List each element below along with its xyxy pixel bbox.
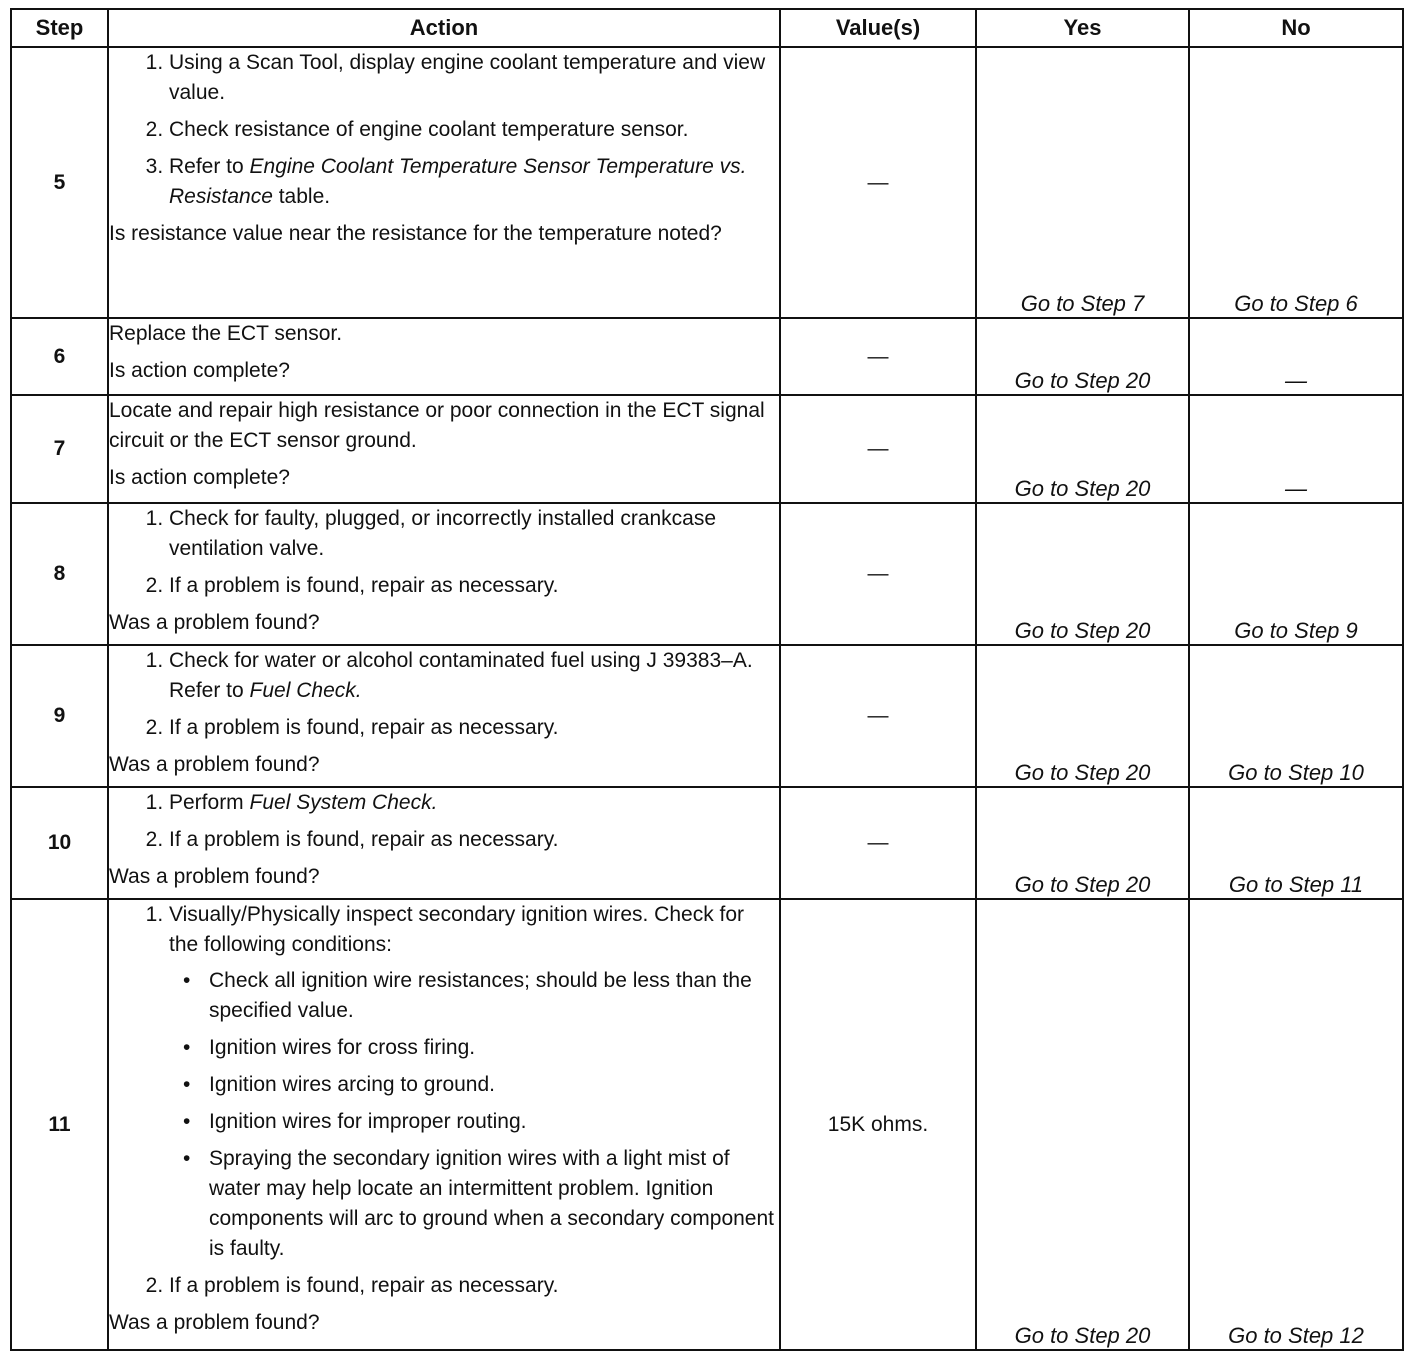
no-cell: Go to Step 6: [1189, 47, 1403, 318]
action-question: Was a problem found?: [109, 865, 320, 888]
header-yes: Yes: [976, 9, 1189, 47]
header-values: Value(s): [780, 9, 976, 47]
yes-cell: Go to Step 7: [976, 47, 1189, 318]
action-question: Is action complete?: [109, 359, 290, 382]
action-text: Perform: [169, 791, 250, 814]
no-cell: —: [1189, 318, 1403, 395]
yes-cell: Go to Step 20: [976, 787, 1189, 899]
action-cell: [108, 395, 780, 503]
action-item: 2. If a problem is found, repair as necessary.: [169, 825, 779, 855]
action-list: [109, 646, 779, 743]
action-item: 2. If a problem is found, repair as necessary.: [169, 713, 779, 743]
no-cell: Go to Step 12: [1189, 899, 1403, 1350]
value-cell: —: [780, 318, 976, 395]
action-item: 2. If a problem is found, repair as necessary.: [169, 571, 779, 601]
reference-title: Fuel System Check.: [249, 791, 438, 814]
action-text: Check for water or alcohol contaminated fuel using J 39383–A. Refer to: [169, 649, 753, 702]
step-number: 7: [11, 395, 108, 503]
action-cell: [108, 47, 780, 318]
list-item: • Check all ignition wire resistances; should be less than the specified value.: [209, 966, 779, 1026]
value-cell: 15K ohms.: [780, 899, 976, 1350]
list-item: • Ignition wires for improper routing.: [209, 1107, 779, 1137]
list-item: • Spraying the secondary ignition wires with a light mist of water may help locate an intermittent problem. Ignition components will arc to ground when a secondary component is faulty.: [209, 1144, 779, 1264]
action-item: [169, 900, 779, 1264]
condition-list: [169, 966, 779, 1264]
yes-cell: Go to Step 20: [976, 395, 1189, 503]
action-item: 1. Check for faulty, plugged, or incorrectly installed crankcase ventilation valve.: [169, 504, 779, 564]
table-row: [11, 47, 1403, 318]
action-question: Was a problem found?: [109, 611, 320, 634]
reference-title: Fuel Check.: [249, 679, 362, 702]
action-text: Visually/Physically inspect secondary ignition wires. Check for the following conditions:: [169, 903, 745, 956]
diagnostic-table: [10, 8, 1404, 1351]
action-list: [109, 48, 779, 212]
yes-cell: Go to Step 20: [976, 899, 1189, 1350]
no-cell: —: [1189, 395, 1403, 503]
value-cell: —: [780, 503, 976, 645]
step-number: 10: [11, 787, 108, 899]
value-cell: —: [780, 395, 976, 503]
table-row: [11, 645, 1403, 787]
action-cell: [108, 503, 780, 645]
step-number: 8: [11, 503, 108, 645]
yes-cell: Go to Step 20: [976, 645, 1189, 787]
step-number: 5: [11, 47, 108, 318]
step-number: 11: [11, 899, 108, 1350]
action-question: Is resistance value near the resistance for the temperature noted?: [109, 222, 722, 245]
table-row: [11, 395, 1403, 503]
action-list: [109, 900, 779, 1301]
list-item: • Ignition wires for cross firing.: [209, 1033, 779, 1063]
table-row: [11, 318, 1403, 395]
reference-title: Engine Coolant Temperature Sensor Temperature vs. Resistance: [169, 155, 747, 208]
action-list: [109, 504, 779, 601]
list-item: • Ignition wires arcing to ground.: [209, 1070, 779, 1100]
value-cell: —: [780, 645, 976, 787]
action-item: [169, 152, 779, 212]
action-list: [109, 788, 779, 855]
action-cell: [108, 318, 780, 395]
action-item: [169, 788, 779, 818]
action-cell: [108, 899, 780, 1350]
value-cell: —: [780, 47, 976, 318]
step-number: 6: [11, 318, 108, 395]
table-row: [11, 787, 1403, 899]
header-no: No: [1189, 9, 1403, 47]
action-cell: [108, 787, 780, 899]
action-item: [169, 646, 779, 706]
action-text: Refer to: [169, 155, 250, 178]
value-cell: —: [780, 787, 976, 899]
table-row: [11, 899, 1403, 1350]
action-text: Replace the ECT sensor.: [109, 322, 343, 345]
yes-cell: Go to Step 20: [976, 503, 1189, 645]
action-item: 1. Using a Scan Tool, display engine coolant temperature and view value.: [169, 48, 779, 108]
action-item: 2. If a problem is found, repair as necessary.: [169, 1271, 779, 1301]
header-step: Step: [11, 9, 108, 47]
action-question: Was a problem found?: [109, 1311, 320, 1334]
no-cell: Go to Step 10: [1189, 645, 1403, 787]
action-item: 2. Check resistance of engine coolant temperature sensor.: [169, 115, 779, 145]
action-text: table.: [272, 185, 331, 208]
step-number: 9: [11, 645, 108, 787]
action-cell: [108, 645, 780, 787]
diagnostic-page: [10, 8, 1402, 1351]
action-question: Is action complete?: [109, 466, 290, 489]
no-cell: Go to Step 11: [1189, 787, 1403, 899]
action-text: Locate and repair high resistance or poor connection in the ECT signal circuit or the ECT sensor ground.: [109, 399, 765, 452]
yes-cell: Go to Step 20: [976, 318, 1189, 395]
table-header-row: [11, 9, 1403, 47]
header-action: Action: [108, 9, 780, 47]
no-cell: Go to Step 9: [1189, 503, 1403, 645]
action-question: Was a problem found?: [109, 753, 320, 776]
table-row: [11, 503, 1403, 645]
